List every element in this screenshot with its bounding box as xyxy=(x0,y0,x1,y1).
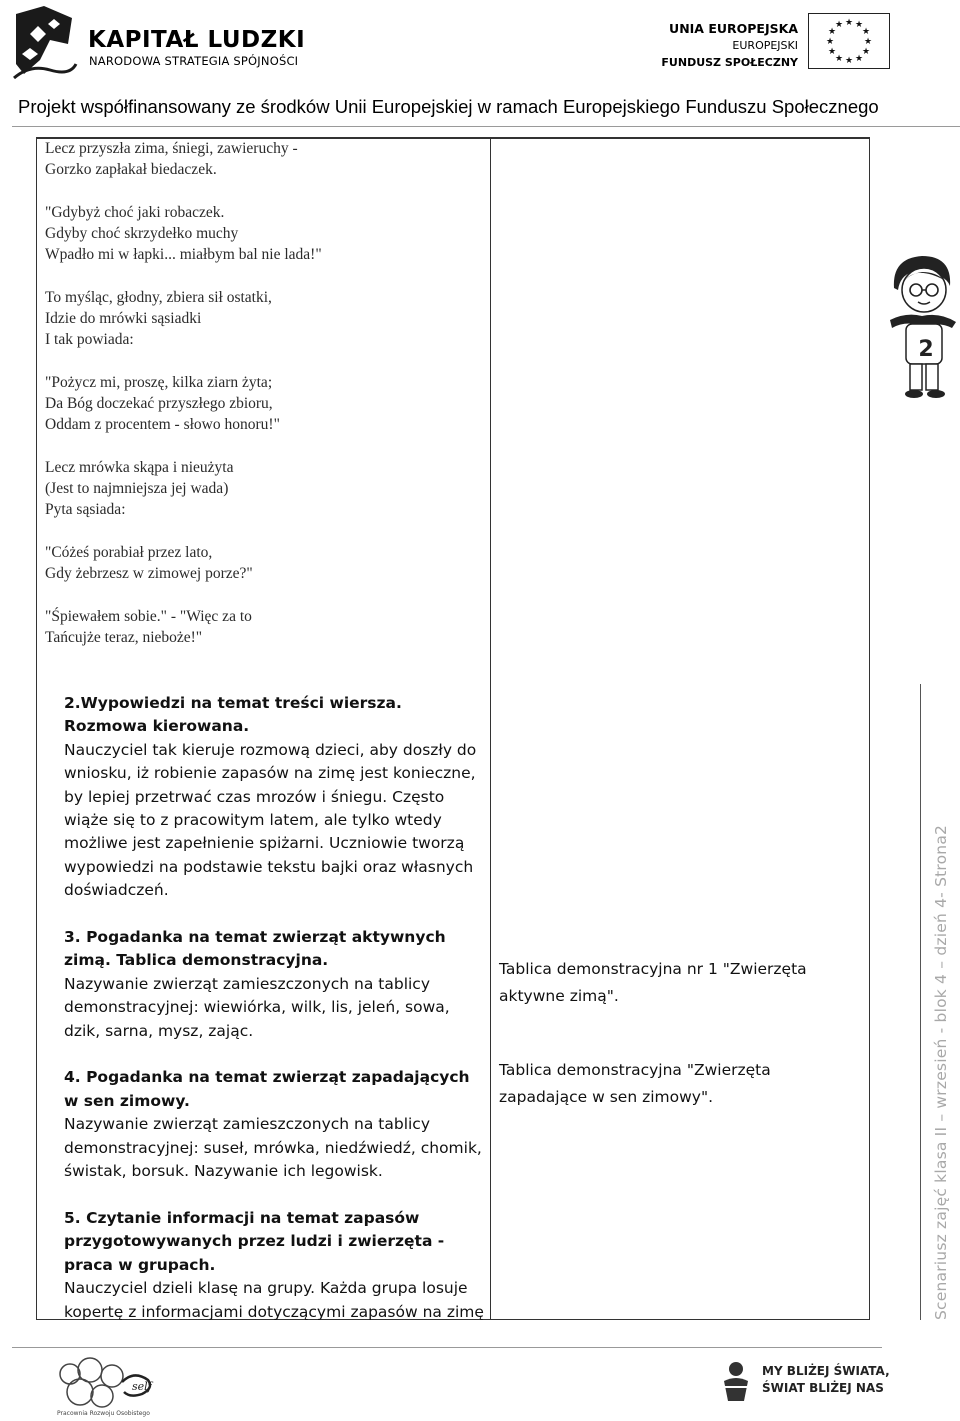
header-divider xyxy=(12,126,960,127)
poem-stanza xyxy=(45,606,485,648)
lesson-step-2 xyxy=(64,692,484,903)
step-heading: 3. Pogadanka na temat zwierząt aktywnych zimą. Tablica demonstracyjna. xyxy=(64,928,446,970)
svg-text:self: self xyxy=(132,1380,152,1393)
page-footer-vertical: Scenariusz zajęć klasa II – wrzesień - blok 4 – dzień 4- Strona2 xyxy=(932,824,950,1320)
poem-stanza xyxy=(45,457,485,520)
svg-text:★: ★ xyxy=(827,47,837,57)
poem-line: "Gdybyż choć jaki robaczek. xyxy=(45,204,225,221)
poem-stanza xyxy=(45,287,485,350)
svg-text:★: ★ xyxy=(827,27,837,37)
svg-text:★: ★ xyxy=(834,20,844,30)
step-heading: 5. Czytanie informacji na temat zapasów przygotowywanych przez ludzi i zwierzęta - praca w grupach. xyxy=(64,1208,445,1274)
poem-line: Idzie do mrówki sąsiadki xyxy=(45,310,202,327)
eu-label xyxy=(661,20,798,71)
lesson-step-3 xyxy=(64,926,484,1043)
svg-text:★: ★ xyxy=(863,37,873,47)
poem-line: "Cóżeś porabiał przez lato, xyxy=(45,544,213,561)
step-body: Nauczyciel tak kieruje rozmową dzieci, aby doszły do wniosku, iż robienie zapasów na zimę jest konieczne, by lepiej przetrwać czas mrozów i śniegu. Często wiąże się to z pracowitym latem, ale tylko wtedy możliwe jest zapełnienie spiżarni. Uczniowie tworzą wypowiedzi na podstawie tekstu bajki oraz własnych doświadczeń. xyxy=(64,740,477,900)
poem-line: Tańcujże teraz, nieboże!" xyxy=(45,629,203,646)
poem-line: Lecz mrówka skąpa i nieużyta xyxy=(45,459,234,476)
poem-line: Wpadło mi w łapki... miałbym bal nie lada!" xyxy=(45,246,322,263)
eu-label-line1: UNIA EUROPEJSKA xyxy=(669,21,798,36)
poem-line: "Pożycz mi, proszę, kilka ziarn żyta; xyxy=(45,374,273,391)
poem-line: Pyta sąsiada: xyxy=(45,501,126,518)
kapital-ludzki-subtitle: NARODOWA STRATEGIA SPÓJNOŚCI xyxy=(89,54,299,68)
poem-line: Da Bóg doczekać przyszłego zbioru, xyxy=(45,395,273,412)
step-heading: 2.Wypowiedzi na temat treści wiersza. Rozmowa kierowana. xyxy=(64,694,402,736)
lesson-step-5 xyxy=(64,1207,484,1324)
poem-line: I tak powiada: xyxy=(45,331,134,348)
poem-line: Gorzko zapłakał biedaczek. xyxy=(45,161,217,178)
poem-line: Lecz przyszła zima, śniegi, zawieruchy - xyxy=(45,140,298,157)
my-blizej-swiata-text xyxy=(762,1363,890,1397)
table-column-divider xyxy=(490,137,491,1320)
footer-divider xyxy=(12,1347,882,1348)
svg-text:★: ★ xyxy=(854,54,864,64)
step-body: Nazywanie zwierząt zamieszczonych na tablicy demonstracyjnej: suseł, mrówka, niedźwiedź, chomik, świstak, borsuk. Nazywanie ich legowisk. xyxy=(64,1115,482,1181)
svg-text:★: ★ xyxy=(861,27,871,37)
project-banner: Projekt współfinansowany ze środków Unii Europejskiej w ramach Europejskiego Funduszu Społecznego xyxy=(18,96,879,117)
mb-line2: ŚWIAT BLIŻEJ NAS xyxy=(762,1381,884,1395)
eu-label-line2: EUROPEJSKI xyxy=(732,39,798,52)
step-body: Nazywanie zwierząt zamieszczonych na tablicy demonstracyjnej: wiewiórka, wilk, lis, jeleń, sowa, dzik, sarna, mysz, zając. xyxy=(64,974,450,1040)
poem-stanza xyxy=(45,542,485,584)
poem-line: To myśląc, głodny, zbiera sił ostatki, xyxy=(45,289,272,306)
mb-line1: MY BLIŻEJ ŚWIATA, xyxy=(762,1364,890,1378)
margin-divider xyxy=(920,684,921,1320)
poem-stanza xyxy=(45,138,485,180)
poem xyxy=(45,138,485,670)
svg-text:★: ★ xyxy=(844,56,854,66)
material-board-1: Tablica demonstracyjna nr 1 "Zwierzęta aktywne zimą". xyxy=(499,960,807,1005)
poem-stanza xyxy=(45,372,485,435)
kapital-ludzki-title: KAPITAŁ LUDZKI xyxy=(88,27,306,53)
mascot-number: 2 xyxy=(918,337,934,362)
lesson-step-4 xyxy=(64,1066,484,1183)
svg-text:★: ★ xyxy=(854,20,864,30)
self-logo-caption: Pracownia Rozwoju Osobistego xyxy=(57,1410,150,1417)
poem-stanza xyxy=(45,202,485,265)
svg-text:★: ★ xyxy=(861,47,871,57)
svg-text:★: ★ xyxy=(834,54,844,64)
svg-text:★: ★ xyxy=(825,37,835,47)
svg-text:★: ★ xyxy=(844,18,854,28)
eu-label-line3: FUNDUSZ SPOŁECZNY xyxy=(661,56,798,69)
kapital-ludzki-logo-icon xyxy=(10,4,78,84)
material-board-2: Tablica demonstracyjna "Zwierzęta zapadające w sen zimowy". xyxy=(499,1061,771,1106)
poem-line: (Jest to najmniejsza jej wada) xyxy=(45,480,229,497)
poem-line: Gdyby choć skrzydełko muchy xyxy=(45,225,239,242)
my-blizej-swiata-logo-icon xyxy=(716,1357,756,1407)
self-logo-icon xyxy=(50,1352,160,1417)
poem-line: Gdy żebrzesz w zimowej porze?" xyxy=(45,565,253,582)
lesson-steps xyxy=(64,692,484,1347)
poem-line: "Śpiewałem sobie." - "Więc za to xyxy=(45,608,252,625)
eu-flag-icon xyxy=(808,13,890,69)
poem-line: Oddam z procentem - słowo honoru!" xyxy=(45,416,280,433)
step-heading: 4. Pogadanka na temat zwierząt zapadających w sen zimowy. xyxy=(64,1068,470,1110)
child-mascot-icon xyxy=(888,250,958,402)
step-body: Nauczyciel dzieli klasę na grupy. Każda grupa losuje kopertę z informacjami dotyczącymi zapasów na zimę xyxy=(64,1279,484,1321)
